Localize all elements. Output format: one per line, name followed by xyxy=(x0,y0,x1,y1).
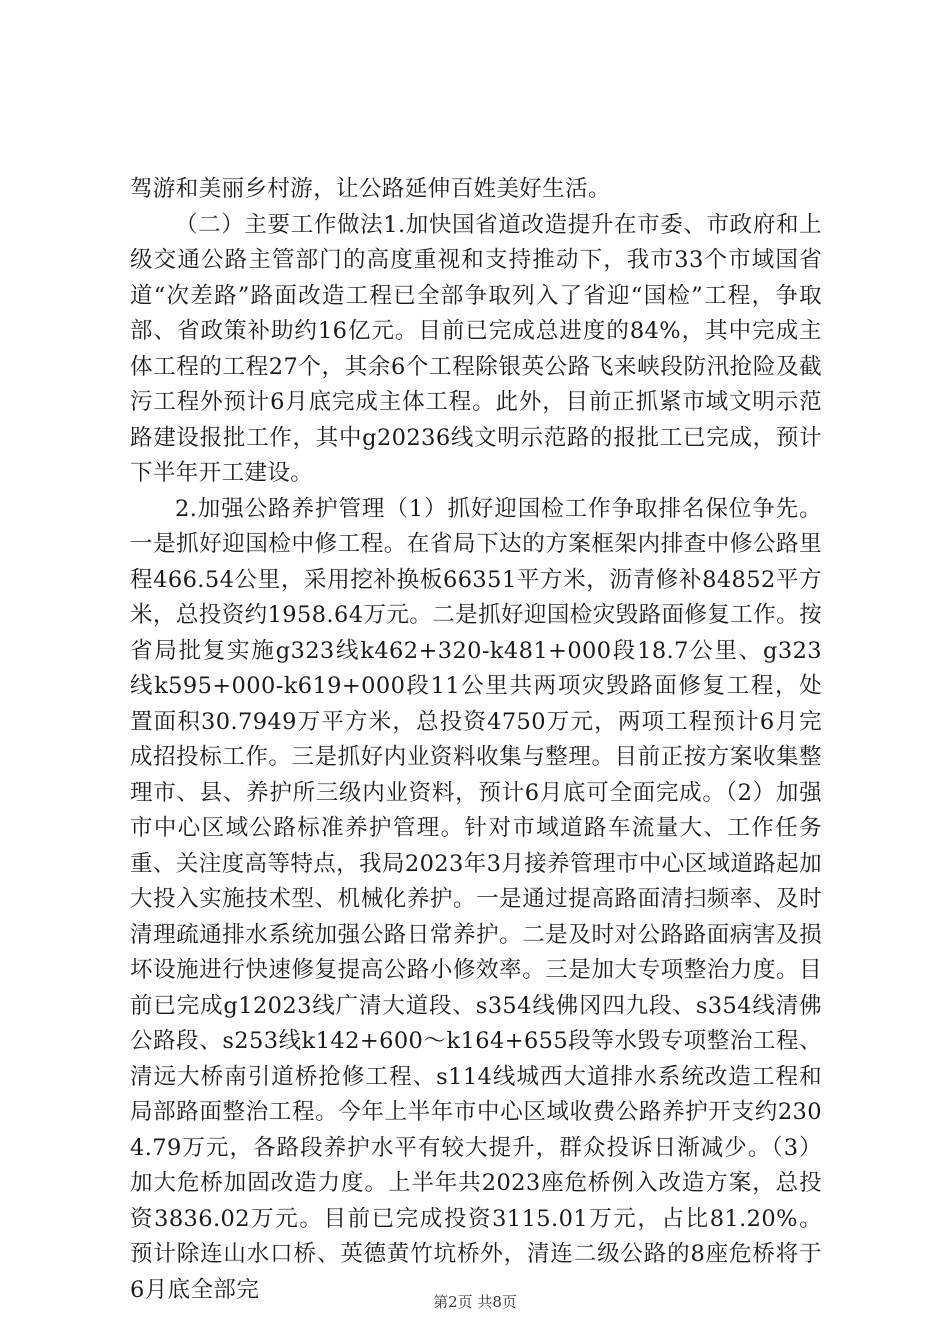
paragraph-continuation: 驾游和美丽乡村游，让公路延伸百姓美好生活。 xyxy=(130,176,611,202)
paragraph-road-maintenance: 2.加强公路养护管理（1）抓好迎国检工作争取排名保位争先。一是抓好迎国检中修工程。在省局下达的方案框架内排查中修公路里程466.54公里，采用挖补换板66351平方米，沥青修补84852平方米，总投资约1958.64万元。二是抓好迎国检灾毁路面修复工作。按省局批复实施g323线k462+320-k481+000段18.7公里、g323线k595+000-k619+000段11公里共两项灾毁路面修复工程，处置面积30.7949万平方米，总投资4750万元，两项工程预计6月完成招投标工作。三是抓好内业资料收集与整理。目前正按方案收集整理市、县、养护所三级内业资料，预计6月底可全面完成。（2）加强市中心区域公路标准养护管理。针对市域道路车流量大、工作任务重、关注度高等特点，我局2023年3月接养管理市中心区域道路起加大投入实施技术型、机械化养护。一是通过提高路面清扫频率、及时清理疏通排水系统加强公路日常养护。二是及时对公路路面病害及损坏设施进行快速修复提高公路小修效率。三是加大专项整治力度。目前已完成g12023线广清大道段、s354线佛冈四九段、s354线清佛公路段、s253线k142+600～k164+655段等水毁专项整治工程、清远大桥南引道桥抢修工程、s114线城西大道排水系统改造工程和局部路面整治工程。今年上半年市中心区域收费公路养护开支约2304.79万元，各路段养护水平有较大提升，群众投诉日渐减少。（3）加大危桥加固改造力度。上半年共2023座危桥例入改造方案，总投资3836.02万元。目前已完成投资3115.01万元，占比81.20%。预计除连山水口桥、英德黄竹坑桥外，清连二级公路的8座危桥将于6月底全部完 xyxy=(130,495,822,1303)
page-number-footer: 第2页 共8页 xyxy=(433,1293,517,1311)
paragraph-main-work-methods: （二）主要工作做法1.加快国省道改造提升在市委、市政府和上级交通公路主管部门的高度重视和支持推动下，我市33个市域国省道“次差路”路面改造工程已全部争取列入了省迎“国检”工程，争取部、省政策补助约16亿元。目前已完成总进度的84%，其中完成主体工程的工程27个，其余6个工程除银英公路飞来峡段防汛抢险及截污工程外预计6月底完成主体工程。此外，目前正抓紧市域文明示范路建设报批工作，其中g20236线文明示范路的报批工已完成，预计下半年开工建设。 xyxy=(130,211,822,486)
document-body xyxy=(130,172,822,1308)
